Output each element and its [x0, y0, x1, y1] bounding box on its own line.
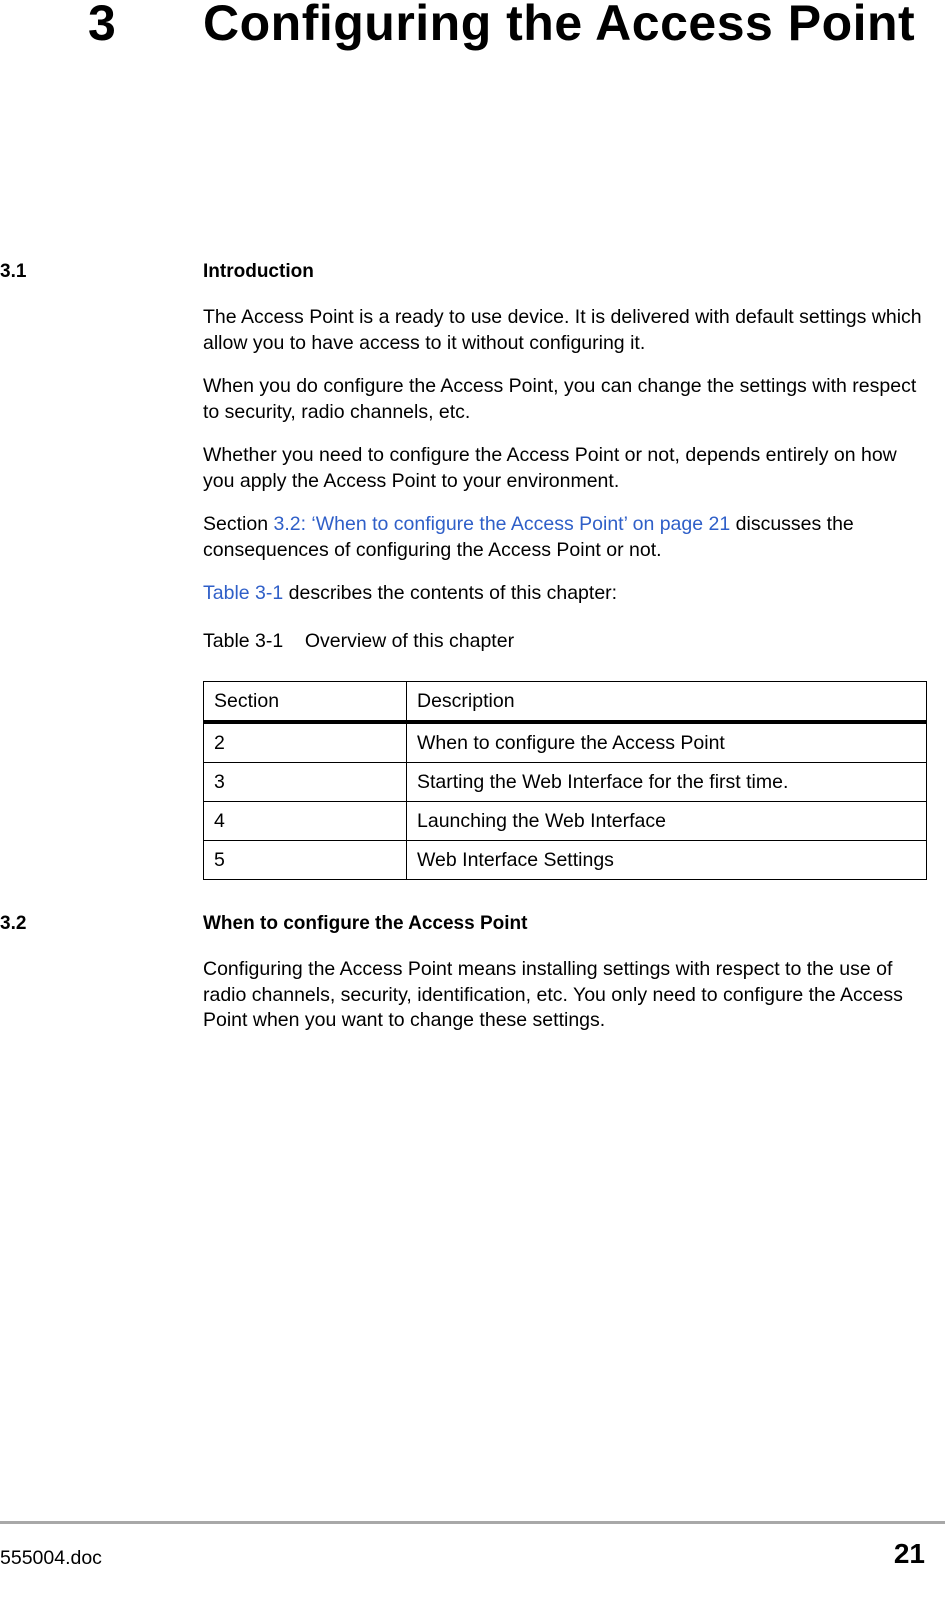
table-ref-suffix: describes the contents of this chapter:	[283, 582, 618, 604]
cell-description: Web Interface Settings	[407, 841, 927, 880]
cell-section: 2	[204, 722, 407, 763]
table-3-1-link[interactable]: Table 3-1	[203, 582, 284, 604]
intro-paragraph-2: When you do configure the Access Point, you can change the settings with respect to security, radio channels, etc.	[203, 375, 917, 423]
table-row	[204, 802, 927, 841]
table-row	[204, 722, 927, 763]
header-description: Description	[407, 682, 927, 723]
xref-prefix: Section	[203, 513, 274, 535]
cell-section: 5	[204, 841, 407, 880]
when-paragraph: Configuring the Access Point means installing settings with respect to the use of radio channels, security, identification, etc. You only need to configure the Access Point when you want to change these settings.	[203, 958, 903, 1031]
xref-paragraph	[203, 512, 928, 563]
section-when-title: When to configure the Access Point	[203, 913, 528, 934]
cell-section: 4	[204, 802, 407, 841]
intro-paragraph-3: Whether you need to configure the Access Point or not, depends entirely on how you apply the Access Point to your environment.	[203, 444, 897, 492]
table-caption: Table 3-1 Overview of this chapter	[203, 630, 515, 652]
table-row	[204, 763, 927, 802]
cell-description: When to configure the Access Point	[407, 722, 927, 763]
table-header-row	[204, 682, 927, 723]
chapter-number: 3	[88, 0, 117, 51]
footer-doc-id: 555004.doc	[0, 1547, 102, 1569]
section-when-number: 3.2	[0, 913, 27, 934]
section-intro-number: 3.1	[0, 261, 27, 282]
chapter-title: Configuring the Access Point	[203, 0, 916, 51]
table-row	[204, 841, 927, 880]
section-intro-title: Introduction	[203, 261, 314, 282]
cell-description: Starting the Web Interface for the first time.	[407, 763, 927, 802]
section-3-2-link[interactable]: 3.2: ‘When to configure the Access Point’ on page 21	[273, 513, 731, 535]
table-ref-paragraph	[203, 581, 928, 607]
intro-paragraph-1: The Access Point is a ready to use device. It is delivered with default settings which allow you to have access to it without configuring it.	[203, 306, 922, 354]
xref-suffix: discusses the consequences of configuring the Access Point or not.	[203, 513, 854, 561]
page-number: 21	[893, 1538, 925, 1569]
cell-description: Launching the Web Interface	[407, 802, 927, 841]
footer-divider	[0, 1521, 945, 1524]
overview-table	[203, 681, 927, 880]
header-section: Section	[204, 682, 407, 723]
cell-section: 3	[204, 763, 407, 802]
